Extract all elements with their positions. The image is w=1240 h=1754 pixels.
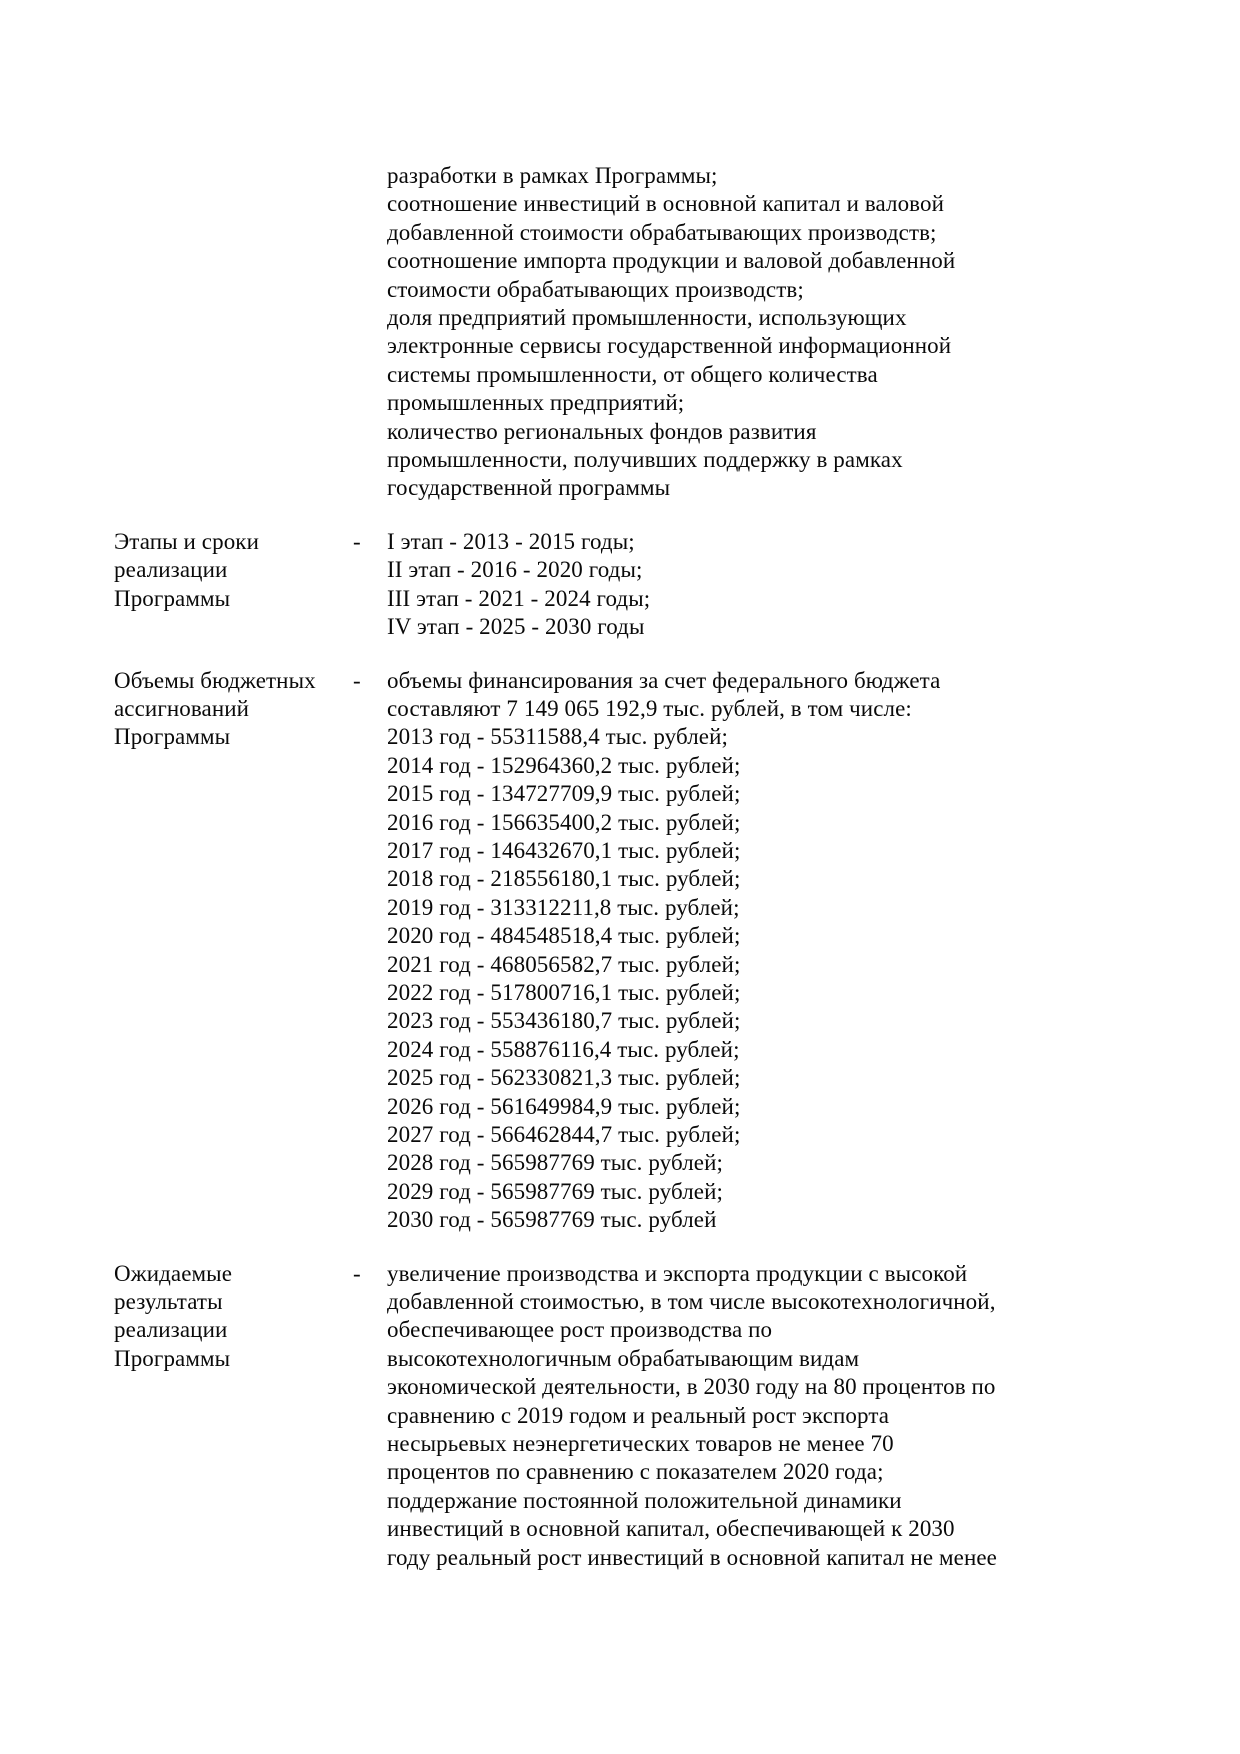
text-line: промышленных предприятий; (387, 390, 685, 416)
text-line: 2019 год - 313312211,8 тыс. рублей; (387, 894, 740, 920)
text-line: результаты (114, 1289, 223, 1315)
text-line: 2021 год - 468056582,7 тыс. рублей; (387, 951, 741, 977)
text-line: ассигнований (114, 695, 250, 721)
text-line: Программы (114, 585, 231, 611)
text-line: III этап - 2021 - 2024 годы; (387, 585, 651, 611)
text-line: составляют 7 149 065 192,9 тыс. рублей, в том числе: (387, 695, 912, 721)
text-line: 2023 год - 553436180,7 тыс. рублей; (387, 1008, 741, 1034)
row-content (387, 667, 1144, 1235)
text-line: году реальный рост инвестиций в основной капитал не менее (387, 1544, 997, 1570)
text-line: 2014 год - 152964360,2 тыс. рублей; (387, 752, 741, 778)
doc-row-budget-allocations (114, 667, 1144, 1235)
text-line: электронные сервисы государственной информационной (387, 333, 952, 359)
text-line: 2015 год - 134727709,9 тыс. рублей; (387, 781, 741, 807)
text-line: промышленности, получивших поддержку в рамках (387, 447, 903, 473)
text-line: соотношение импорта продукции и валовой добавленной (387, 248, 956, 274)
text-line: добавленной стоимостью, в том числе высокотехнологичной, (387, 1289, 996, 1315)
text-line: 2022 год - 517800716,1 тыс. рублей; (387, 979, 741, 1005)
text-line: I этап - 2013 - 2015 годы; (387, 528, 635, 554)
text-line: II этап - 2016 - 2020 годы; (387, 557, 643, 583)
text-line: Программы (114, 724, 231, 750)
text-line: соотношение инвестиций в основной капитал и валовой (387, 191, 944, 217)
text-line: 2017 год - 146432670,1 тыс. рублей; (387, 837, 741, 863)
text-line: обеспечивающее рост производства по (387, 1317, 773, 1343)
text-line: разработки в рамках Программы; (387, 163, 718, 188)
row-dash: - (353, 1260, 361, 1286)
row-content (387, 162, 1144, 503)
text-line: доля предприятий промышленности, использующих (387, 305, 907, 331)
text-line: системы промышленности, от общего количества (387, 361, 878, 387)
text-line: реализации (114, 557, 228, 583)
text-line: Ожидаемые (114, 1260, 233, 1286)
document-page (114, 162, 1144, 1572)
text-line: 2016 год - 156635400,2 тыс. рублей; (387, 809, 741, 835)
text-line: добавленной стоимости обрабатывающих производств; (387, 219, 937, 245)
text-line: экономической деятельности, в 2030 году на 80 процентов по (387, 1374, 996, 1400)
row-content (387, 1260, 1144, 1572)
text-line: 2027 год - 566462844,7 тыс. рублей; (387, 1122, 741, 1147)
text-line: 2020 год - 484548518,4 тыс. рублей; (387, 923, 741, 949)
doc-row-indicators-continuation (114, 162, 1144, 503)
text-line: объемы финансирования за счет федерального бюджета (387, 667, 941, 693)
text-line: процентов по сравнению с показателем 2020 года; (387, 1459, 884, 1485)
row-label (114, 1260, 353, 1374)
row-content (387, 528, 1144, 642)
text-line: 2026 год - 561649984,9 тыс. рублей; (387, 1093, 741, 1119)
doc-row-expected-results (114, 1260, 1144, 1572)
text-line: 2025 год - 562330821,3 тыс. рублей; (387, 1065, 741, 1091)
text-line: Этапы и сроки (114, 528, 259, 554)
text-line: поддержание постоянной положительной динамики (387, 1487, 902, 1513)
text-line: IV этап - 2025 - 2030 годы (387, 614, 645, 640)
text-line: реализации (114, 1317, 228, 1343)
text-line: 2028 год - 565987769 тыс. рублей; (387, 1150, 723, 1176)
row-dash: - (353, 667, 361, 693)
text-line: 2029 год - 565987769 тыс. рублей; (387, 1178, 723, 1204)
text-line: Программы (114, 1345, 231, 1371)
text-line: 2013 год - 55311588,4 тыс. рублей; (387, 724, 728, 750)
text-line: инвестиций в основной капитал, обеспечивающей к 2030 (387, 1516, 955, 1542)
row-label (114, 528, 353, 613)
text-line: количество региональных фондов развития (387, 418, 817, 444)
text-line: несырьевых неэнергетических товаров не менее 70 (387, 1431, 894, 1457)
doc-row-stages-and-terms (114, 528, 1144, 642)
text-line: 2030 год - 565987769 тыс. рублей (387, 1207, 717, 1233)
text-line: 2024 год - 558876116,4 тыс. рублей; (387, 1036, 740, 1062)
text-line: стоимости обрабатывающих производств; (387, 276, 804, 302)
text-line: 2018 год - 218556180,1 тыс. рублей; (387, 866, 741, 892)
text-line: государственной программы (387, 475, 671, 501)
row-dash: - (353, 528, 361, 554)
row-label (114, 667, 353, 752)
text-line: высокотехнологичным обрабатывающим видам (387, 1345, 860, 1371)
text-line: Объемы бюджетных (114, 667, 316, 693)
text-line: увеличение производства и экспорта продукции с высокой (387, 1260, 968, 1286)
text-line: сравнению с 2019 годом и реальный рост экспорта (387, 1402, 890, 1428)
